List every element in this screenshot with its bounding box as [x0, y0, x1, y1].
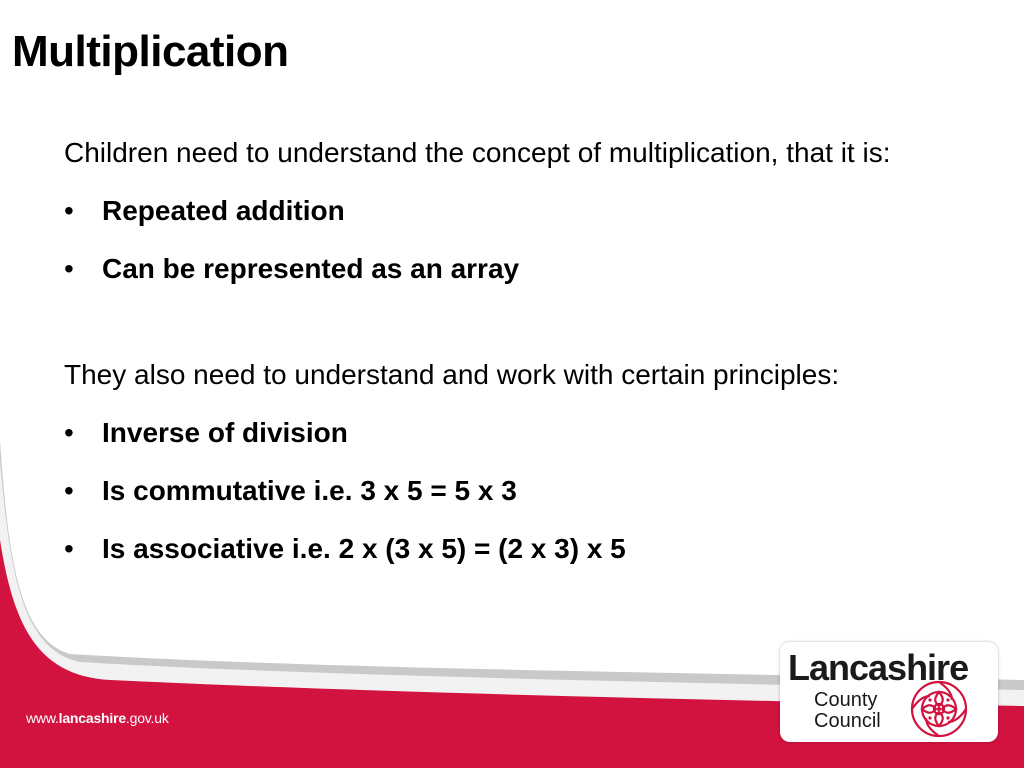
- bullet-icon: •: [64, 417, 74, 448]
- intro-paragraph: Children need to understand the concept of multiplication, that it is:: [64, 137, 891, 168]
- list-item: [64, 529, 984, 569]
- url-suffix: .gov.uk: [125, 710, 169, 726]
- list-item: [64, 471, 984, 511]
- slide-title: Multiplication: [12, 27, 289, 76]
- footer-url: [26, 710, 169, 726]
- list-item: [64, 249, 984, 289]
- list-item-text: Can be represented as an array: [102, 253, 520, 284]
- url-prefix: www.: [26, 710, 59, 726]
- principles-paragraph: They also need to understand and work with certain principles:: [64, 359, 840, 390]
- list-item: [64, 191, 984, 231]
- list-item-text: Is associative i.e. 2 x (3 x 5) = (2 x 3) x 5: [102, 533, 626, 564]
- list-item-text: Repeated addition: [102, 195, 345, 226]
- bullet-icon: •: [64, 195, 74, 226]
- url-strong: lancashire: [58, 710, 126, 726]
- slide-content: [64, 133, 984, 569]
- list-item-text: Inverse of division: [102, 417, 348, 448]
- logo-county: County: [814, 689, 878, 711]
- bullet-icon: •: [64, 253, 74, 284]
- concept-list: [64, 191, 984, 289]
- bullet-icon: •: [64, 475, 74, 506]
- logo-council: Council: [814, 710, 881, 732]
- lancashire-rose-icon: [908, 678, 970, 740]
- list-item-text: Is commutative i.e. 3 x 5 = 5 x 3: [102, 475, 517, 506]
- bullet-icon: •: [64, 533, 74, 564]
- council-logo: [780, 642, 998, 742]
- principles-list: [64, 413, 984, 569]
- list-item: [64, 413, 984, 453]
- spacer: [64, 289, 984, 345]
- logo-name: Lancashire: [788, 647, 969, 688]
